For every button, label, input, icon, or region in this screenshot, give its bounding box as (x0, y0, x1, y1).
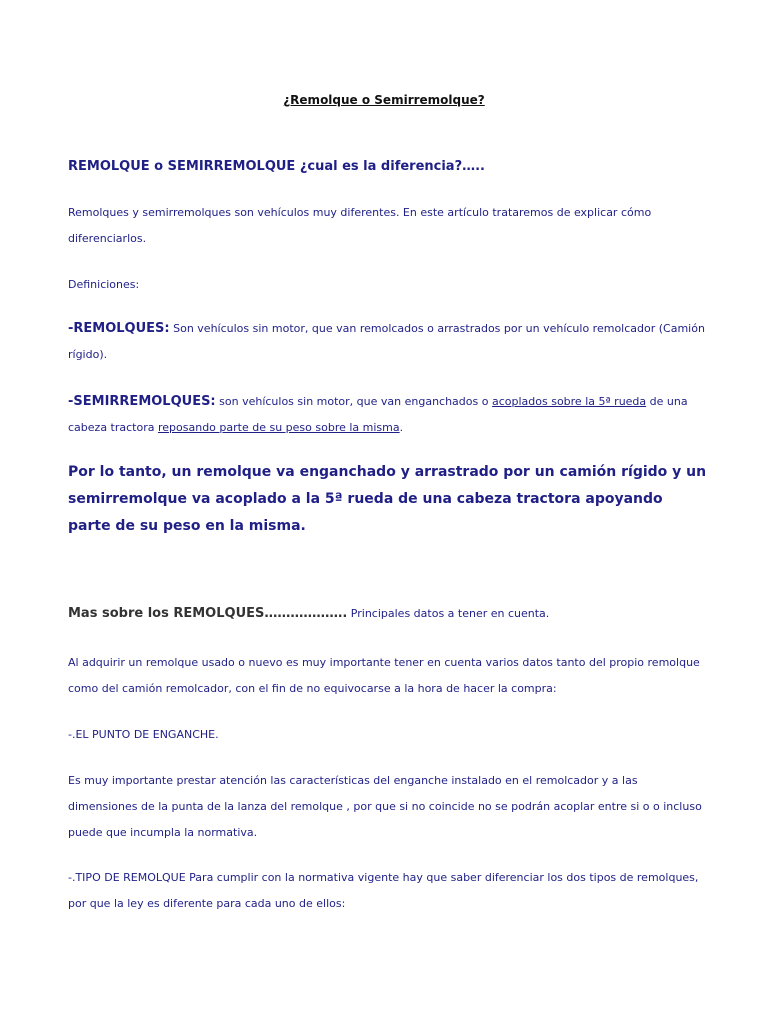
adquirir-paragraph: Al adquirir un remolque usado o nuevo es muy importante tener en cuenta varios datos tanto del propio remolque como del camión remolcador, con el fin de no equivocarse a la hora de hacer la compra: (68, 656, 700, 695)
remolques-text: Son vehículos sin motor, que van remolcados o arrastrados por un vehículo remolcador (Camión rígido). (68, 322, 705, 361)
enganche-paragraph: Es muy importante prestar atención las características del enganche instalado en el remolcador y a las dimensiones de la punta de la lanza del remolque , por que si no coincide no se podrán acoplar entre si o o incluso puede que incumpla la normativa. (68, 774, 702, 839)
mas-sobre-lead: Mas sobre los REMOLQUES………………. (68, 606, 348, 621)
reposando-link[interactable]: reposando parte de su peso sobre la misma (157, 421, 400, 434)
semirremolques-text-3: . (399, 421, 404, 434)
semirremolques-lead: -SEMIRREMOLQUES: (68, 394, 216, 409)
semirremolques-definition (68, 389, 708, 441)
section-heading: REMOLQUE o SEMIRREMOLQUE ¿cual es la diferencia?….. (68, 159, 485, 174)
remolques-definition (68, 316, 708, 368)
mas-sobre-sub: Principales datos a tener en cuenta. (347, 607, 550, 620)
acoplados-link[interactable]: acoplados sobre la 5ª rueda (491, 395, 647, 408)
mas-sobre-heading (68, 606, 549, 621)
page-title: ¿Remolque o Semirremolque? (283, 93, 485, 107)
definiciones-label: Definiciones: (68, 278, 140, 291)
semirremolques-text-2: de una cabeza tractora (68, 395, 688, 434)
conclusion-paragraph: Por lo tanto, un remolque va enganchado y arrastrado por un camión rígido y un semirremolque va acoplado a la 5ª rueda de una cabeza tractora apoyando parte de su peso en la misma. (68, 464, 707, 534)
semirremolques-text-1: son vehículos sin motor, que van enganchados o (215, 395, 492, 408)
punto-enganche-heading: -.EL PUNTO DE ENGANCHE. (68, 728, 219, 741)
intro-paragraph: Remolques y semirremolques son vehículos muy diferentes. En este artículo trataremos de explicar cómo diferenciarlos. (68, 206, 652, 245)
remolques-lead: -REMOLQUES: (68, 321, 170, 336)
tipo-remolque-paragraph: -.TIPO DE REMOLQUE Para cumplir con la normativa vigente hay que saber diferenciar los dos tipos de remolques, por que la ley es diferente para cada uno de ellos: (68, 871, 699, 910)
